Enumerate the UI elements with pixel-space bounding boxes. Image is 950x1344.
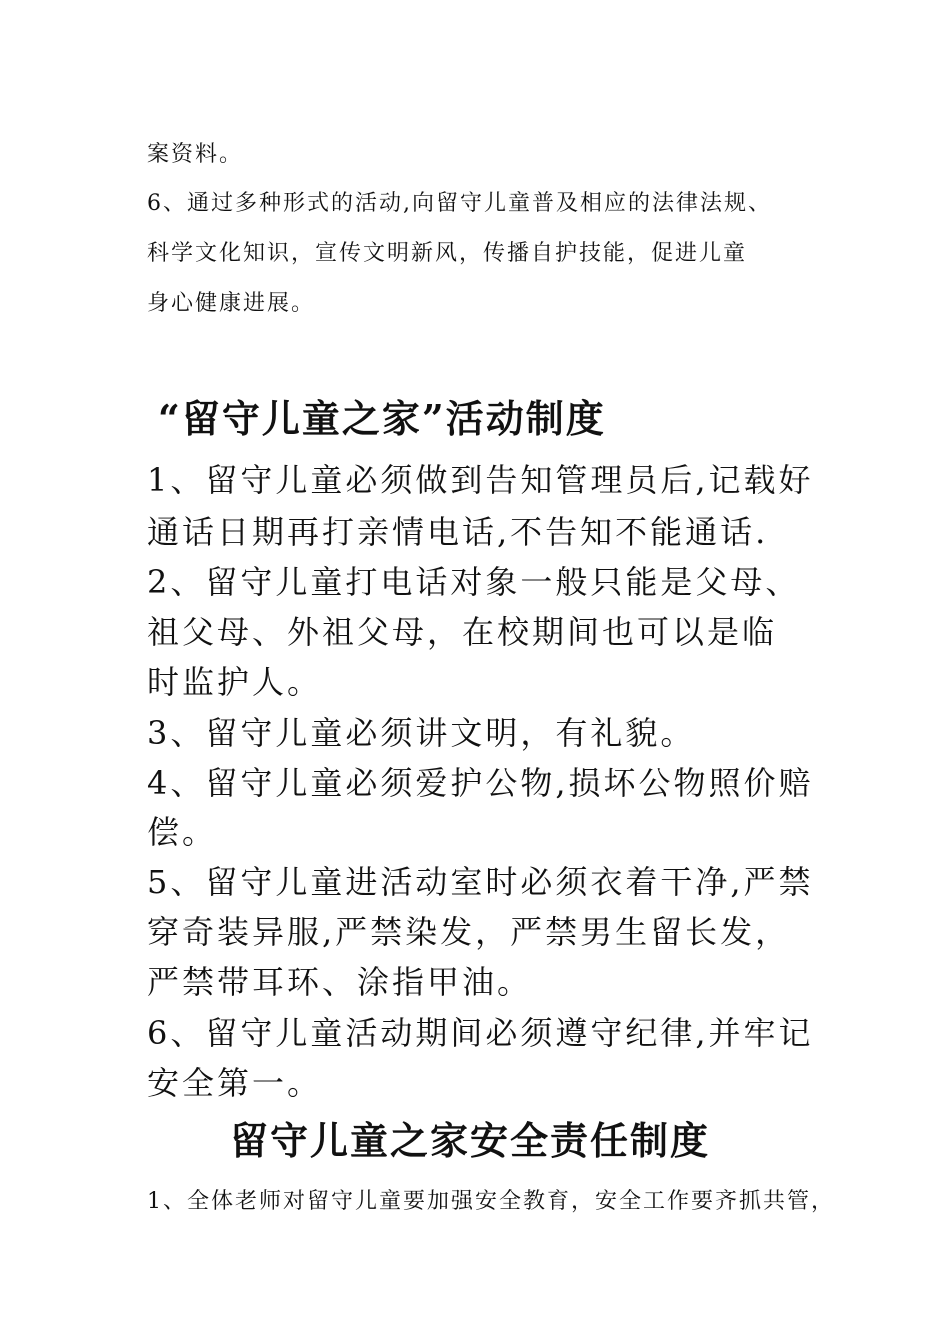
rule-line: 6、留守儿童活动期间必须遵守纪律,并牢记 <box>147 1014 814 1052</box>
text-line: 案资料。 <box>147 142 244 167</box>
rule-line: 3、留守儿童必须讲文明，有礼貌。 <box>147 714 696 752</box>
rule-line: 时监护人。 <box>147 663 323 701</box>
rule-line: 严禁带耳环、涂指甲油。 <box>147 963 533 1001</box>
rule-line: 2、留守儿童打电话对象一般只能是父母、 <box>147 563 801 601</box>
rule-line: 安全第一。 <box>147 1064 323 1102</box>
section-title-safety-rules: 留守儿童之家安全责任制度 <box>230 1118 711 1163</box>
rule-line: 穿奇装异服,严禁染发，严禁男生留长发， <box>147 913 791 951</box>
text-line: 6、通过多种形式的活动,向留守儿童普及相应的法律法规、 <box>147 191 772 216</box>
text-line: 1、全体老师对留守儿童要加强安全教育，安全工作要齐抓共管， <box>147 1189 835 1214</box>
text-line: 身心健康进展。 <box>147 291 316 316</box>
rule-line: 1、留守儿童必须做到告知管理员后,记载好 <box>147 461 814 499</box>
rule-line: 祖父母、外祖父母，在校期间也可以是临 <box>147 613 778 651</box>
rule-line: 4、留守儿童必须爱护公物,损坏公物照价赔 <box>147 764 814 802</box>
text-line: 科学文化知识，宣传文明新风，传播自护技能，促进儿童 <box>147 241 748 266</box>
rule-line: 偿。 <box>147 813 218 851</box>
section-title-activity-rules: “留守儿童之家”活动制度 <box>158 396 606 441</box>
rule-line: 5、留守儿童进活动室时必须衣着干净,严禁 <box>147 863 814 901</box>
rule-line: 通话日期再打亲情电话,不告知不能通话. <box>147 513 769 551</box>
